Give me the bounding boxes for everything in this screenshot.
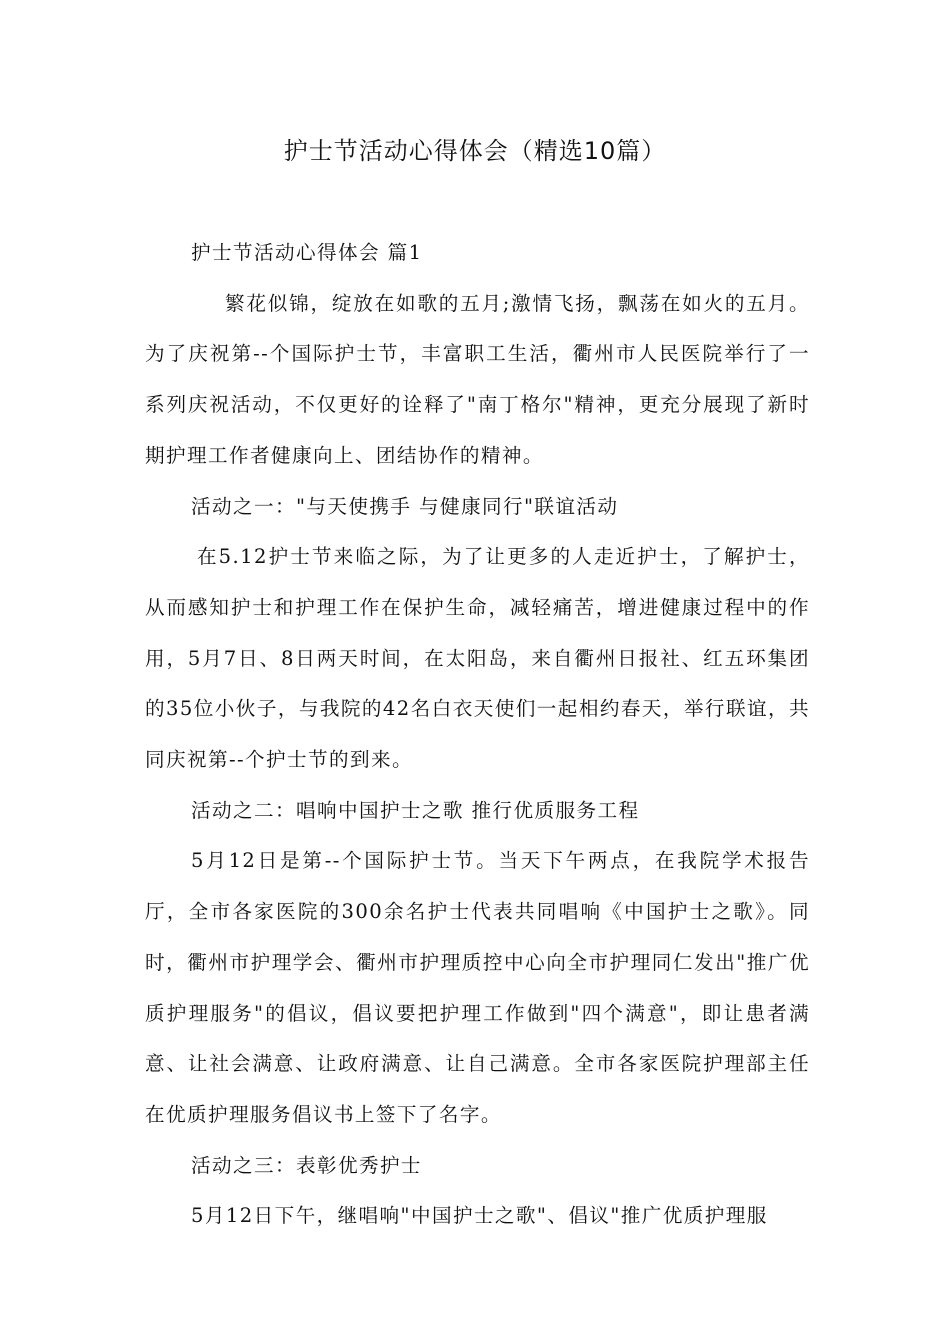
activity-heading: 活动之三：表彰优秀护士: [191, 1153, 422, 1177]
body-paragraph: 在5.12护士节来临之际，为了让更多的人走近护士，了解护士，从而感知护士和护理工作在保护生命，减轻痛苦，增进健康过程中的作用，5月7日、8日两天时间，在太阳岛，来自衢州日报社、红五环集团的35位小伙子，与我院的42名白衣天使们一起相约春天，举行联谊，共同庆祝第--个护士节的到来。: [145, 545, 810, 772]
document-body: [145, 228, 810, 1242]
body-paragraph: 5月12日是第--个国际护士节。当天下午两点，在我院学术报告厅，全市各家医院的300余名护士代表共同唱响《中国护士之歌》。同时，衢州市护理学会、衢州市护理质控中心向全市护理同仁发出"推广优质护理服务"的倡议，倡议要把护理工作做到"四个满意"，即让患者满意、让社会满意、让政府满意、让自己满意。全市各家医院护理部主任在优质护理服务倡议书上签下了名字。: [145, 849, 810, 1126]
section-heading: 护士节活动心得体会 篇1: [191, 241, 423, 264]
activity-heading: 活动之二：唱响中国护士之歌 推行优质服务工程: [191, 798, 640, 822]
document-title: 护士节活动心得体会（精选10篇）: [283, 137, 667, 165]
body-paragraph: 5月12日下午，继唱响"中国护士之歌"、倡议"推广优质护理服: [191, 1204, 768, 1228]
body-paragraph: 繁花似锦，绽放在如歌的五月;激情飞扬，飘荡在如火的五月。为了庆祝第--个国际护士节，丰富职工生活，衢州市人民医院举行了一系列庆祝活动，不仅更好的诠释了"南丁格尔"精神，更充分展现了新时期护理工作者健康向上、团结协作的精神。: [145, 291, 810, 467]
activity-heading: 活动之一："与天使携手 与健康同行"联谊活动: [191, 494, 619, 518]
